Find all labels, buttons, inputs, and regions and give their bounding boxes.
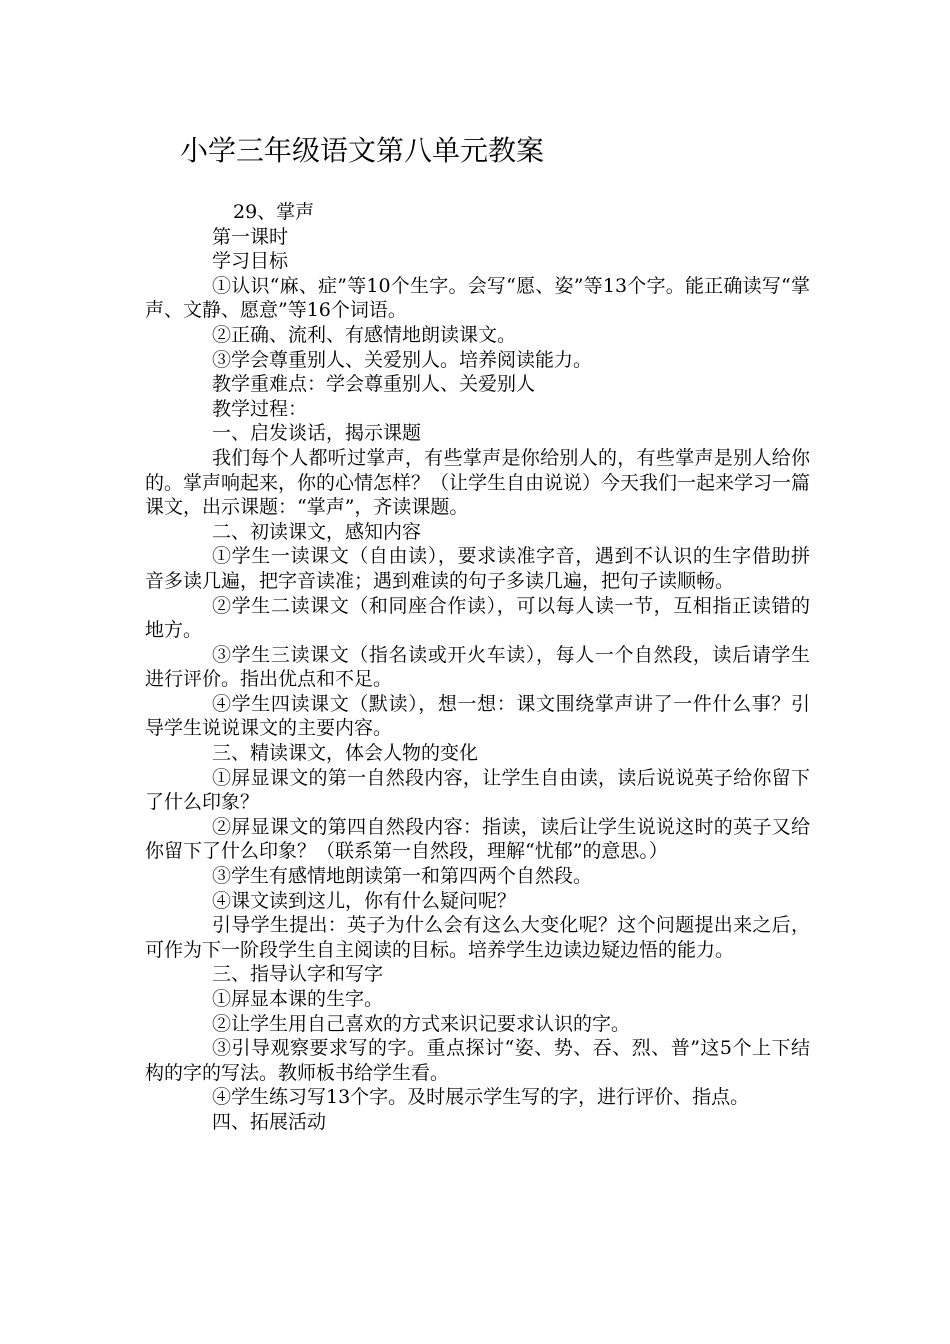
- paragraph: ③学生有感情地朗读第一和第四两个自然段。: [212, 865, 593, 888]
- section-heading: 二、初读课文，感知内容: [212, 520, 422, 543]
- paragraph: ②让学生用自己喜欢的方式来识记要求认识的字。: [212, 1012, 631, 1035]
- document-body: [145, 200, 810, 1135]
- paragraph: ①认识“麻、症”等10个生字。会写“愿、姿”等13个字。能正确读写“掌声、文静、愿意”等16个词语。: [145, 274, 810, 322]
- section-heading: 三、精读课文，体会人物的变化: [212, 742, 479, 765]
- paragraph: ①学生一读课文（自由读），要求读准字音，遇到不认识的生字借助拼音多读几遍，把字音读准；遇到难读的句子多读几遍，把句子读顺畅。: [145, 545, 810, 592]
- paragraph: ④学生练习写13个字。及时展示学生写的字，进行评价、指点。: [212, 1086, 750, 1109]
- paragraph: ③学会尊重别人、关爱别人。培养阅读能力。: [212, 348, 593, 371]
- paragraph: ②屏显课文的第四自然段内容：指读，读后让学生说说这时的英子又给你留下了什么印象？（联系第一自然段，理解“忧郁”的意思。）: [145, 815, 810, 863]
- paragraph: ②学生二读课文（和同座合作读），可以每人读一节，互相指正读错的地方。: [145, 594, 810, 642]
- paragraph: ③学生三读课文（指名读或开火车读），每人一个自然段，读后请学生进行评价。指出优点和不足。: [145, 643, 810, 691]
- section-heading: 四、拓展活动: [212, 1110, 327, 1133]
- document-title: 小学三年级语文第八单元教案: [180, 134, 545, 167]
- paragraph: 教学过程：: [212, 397, 308, 420]
- paragraph: 引导学生提出：英子为什么会有这么大变化呢？这个问题提出来之后，可作为下一阶段学生自主阅读的目标。培养学生边读边疑边悟的能力。: [145, 914, 810, 961]
- paragraph: ④课文读到这儿，你有什么疑问呢？: [212, 889, 517, 912]
- paragraph: ③引导观察要求写的字。重点探讨“姿、势、吞、烈、普”这5个上下结构的字的写法。教师板书给学生看。: [145, 1037, 810, 1084]
- paragraph: 我们每个人都听过掌声，有些掌声是你给别人的，有些掌声是别人给你的。掌声响起来，你的心情怎样？（让学生自由说说）今天我们一起来学习一篇课文，出示课题：“掌声”，齐读课题。: [145, 446, 811, 519]
- paragraph: ①屏显课文的第一自然段内容，让学生自由读，读后说说英子给你留下了什么印象？: [145, 766, 810, 814]
- section-heading: 三、指导认字和写字: [212, 963, 384, 986]
- lesson-heading: 29、掌声: [233, 201, 315, 223]
- paragraph: 教学重难点：学会尊重别人、关爱别人: [212, 373, 536, 396]
- paragraph: 学习目标: [212, 250, 289, 273]
- paragraph: ①屏显本课的生字。: [212, 988, 384, 1010]
- paragraph: ④学生四读课文（默读），想一想：课文围绕掌声讲了一件什么事？引导学生说说课文的主要内容。: [145, 692, 810, 740]
- paragraph: ②正确、流利、有感情地朗读课文。: [212, 323, 517, 346]
- paragraph: 第一课时: [212, 225, 289, 248]
- section-heading: 一、启发谈话，揭示课题: [212, 422, 422, 445]
